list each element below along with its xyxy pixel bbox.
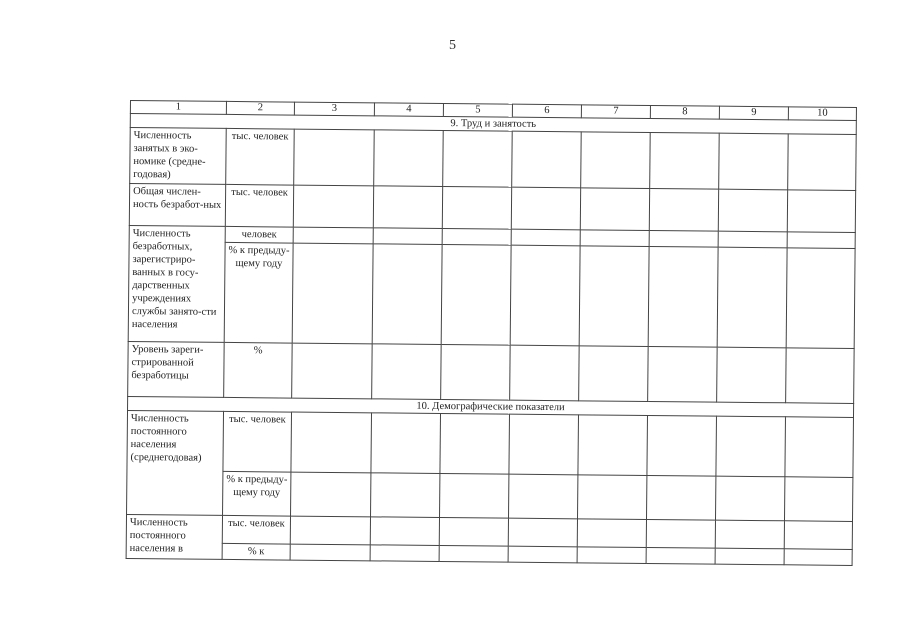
value-cell bbox=[578, 475, 647, 520]
value-cell bbox=[784, 549, 852, 566]
unit-cell: % к предыду-щему году bbox=[223, 471, 291, 516]
value-cell bbox=[786, 348, 855, 404]
value-cell bbox=[442, 187, 511, 230]
value-cell bbox=[509, 474, 578, 519]
value-cell bbox=[510, 345, 580, 401]
value-cell bbox=[290, 516, 370, 545]
value-cell bbox=[441, 344, 511, 400]
value-cell bbox=[512, 131, 582, 188]
indicator-cell: Численность постоянного населения в bbox=[126, 514, 222, 559]
value-cell bbox=[292, 343, 373, 399]
value-cell bbox=[372, 244, 442, 345]
indicator-cell: Уровень зареги-стрированной безработицы bbox=[128, 341, 225, 397]
value-cell bbox=[717, 347, 787, 403]
value-cell bbox=[371, 413, 441, 474]
value-cell bbox=[786, 248, 855, 349]
value-cell bbox=[784, 477, 852, 522]
table-row bbox=[130, 128, 857, 191]
value-cell bbox=[650, 132, 720, 189]
value-cell bbox=[785, 417, 854, 478]
unit-cell: тыс. человек bbox=[223, 411, 292, 472]
value-cell bbox=[292, 243, 373, 344]
value-cell bbox=[715, 476, 784, 521]
value-cell bbox=[370, 545, 439, 562]
column-number: 7 bbox=[581, 105, 650, 119]
value-cell bbox=[718, 189, 787, 232]
table-row bbox=[127, 470, 853, 521]
value-cell bbox=[787, 232, 855, 249]
value-cell bbox=[580, 188, 649, 231]
value-cell bbox=[718, 231, 787, 248]
value-cell bbox=[291, 472, 371, 517]
indicator-cell: Общая числен-ность безработ-ных bbox=[129, 184, 225, 227]
value-cell bbox=[649, 188, 718, 231]
value-cell bbox=[374, 130, 444, 187]
value-cell bbox=[442, 229, 511, 246]
unit-cell: человек bbox=[225, 226, 293, 243]
value-cell bbox=[439, 545, 508, 562]
column-number: 9 bbox=[719, 106, 788, 120]
value-cell bbox=[578, 415, 648, 476]
value-cell bbox=[716, 416, 786, 477]
value-cell bbox=[719, 133, 789, 190]
value-cell bbox=[580, 230, 649, 247]
table-row bbox=[127, 410, 854, 477]
value-cell bbox=[788, 134, 857, 191]
value-cell bbox=[511, 187, 580, 230]
table-row bbox=[128, 341, 854, 403]
value-cell bbox=[373, 186, 442, 229]
value-cell bbox=[647, 415, 717, 476]
value-cell bbox=[371, 473, 440, 518]
unit-cell: тыс. человек bbox=[225, 184, 293, 227]
value-cell bbox=[577, 519, 646, 548]
indicator-cell: Численность занятых в эко-номике (средне-годовая) bbox=[130, 128, 227, 185]
value-cell bbox=[510, 245, 580, 346]
column-number: 5 bbox=[443, 104, 512, 118]
value-cell bbox=[577, 547, 646, 564]
value-cell bbox=[646, 519, 715, 548]
value-cell bbox=[715, 520, 784, 549]
column-number: 1 bbox=[130, 101, 226, 115]
unit-cell: тыс. человек bbox=[222, 515, 290, 544]
value-cell bbox=[784, 521, 852, 550]
unit-cell: % к предыду-щему году bbox=[224, 242, 293, 343]
value-cell bbox=[439, 517, 508, 546]
value-cell bbox=[294, 129, 375, 186]
value-cell bbox=[291, 412, 372, 473]
table-row bbox=[128, 241, 855, 348]
column-number: 3 bbox=[294, 102, 374, 116]
value-cell bbox=[579, 346, 649, 402]
value-cell bbox=[441, 245, 511, 346]
value-cell bbox=[579, 246, 649, 347]
value-cell bbox=[290, 544, 370, 561]
value-cell bbox=[649, 230, 718, 247]
value-cell bbox=[508, 518, 577, 547]
column-number: 10 bbox=[788, 107, 856, 121]
value-cell bbox=[293, 185, 373, 228]
page-number: 5 bbox=[449, 38, 456, 53]
value-cell bbox=[440, 413, 510, 474]
table-row bbox=[129, 184, 855, 233]
value-cell bbox=[715, 548, 784, 565]
value-cell bbox=[440, 473, 509, 518]
value-cell bbox=[648, 246, 718, 347]
indicator-cell: Численность постоянного населения (среднегодовая) bbox=[127, 410, 224, 515]
value-cell bbox=[293, 227, 373, 244]
unit-cell: % к bbox=[222, 543, 290, 560]
column-number: 6 bbox=[512, 104, 581, 118]
value-cell bbox=[787, 190, 855, 233]
value-cell bbox=[443, 131, 513, 188]
value-cell bbox=[372, 344, 442, 400]
column-number: 4 bbox=[374, 103, 443, 117]
value-cell bbox=[581, 132, 651, 189]
value-cell bbox=[370, 517, 439, 546]
value-cell bbox=[717, 247, 787, 348]
unit-cell: тыс. человек bbox=[226, 128, 295, 185]
statistics-table-wrapper bbox=[126, 100, 856, 566]
column-number: 8 bbox=[650, 105, 719, 119]
value-cell bbox=[511, 229, 580, 246]
value-cell bbox=[509, 414, 579, 475]
column-number: 2 bbox=[226, 101, 294, 115]
value-cell bbox=[648, 346, 718, 402]
statistics-table bbox=[126, 100, 857, 566]
value-cell bbox=[646, 475, 715, 520]
unit-cell: % bbox=[224, 342, 293, 398]
value-cell bbox=[373, 228, 442, 245]
section-title-demography: 10. Демографические показатели bbox=[128, 396, 854, 417]
value-cell bbox=[646, 547, 715, 564]
indicator-cell: Численность безработных, зарегистриро-ванных в госу-дарственных учреждениях службы занято-сти населения bbox=[128, 225, 225, 342]
value-cell bbox=[508, 546, 577, 563]
section-title-labour: 9. Труд и занятость bbox=[130, 114, 856, 135]
